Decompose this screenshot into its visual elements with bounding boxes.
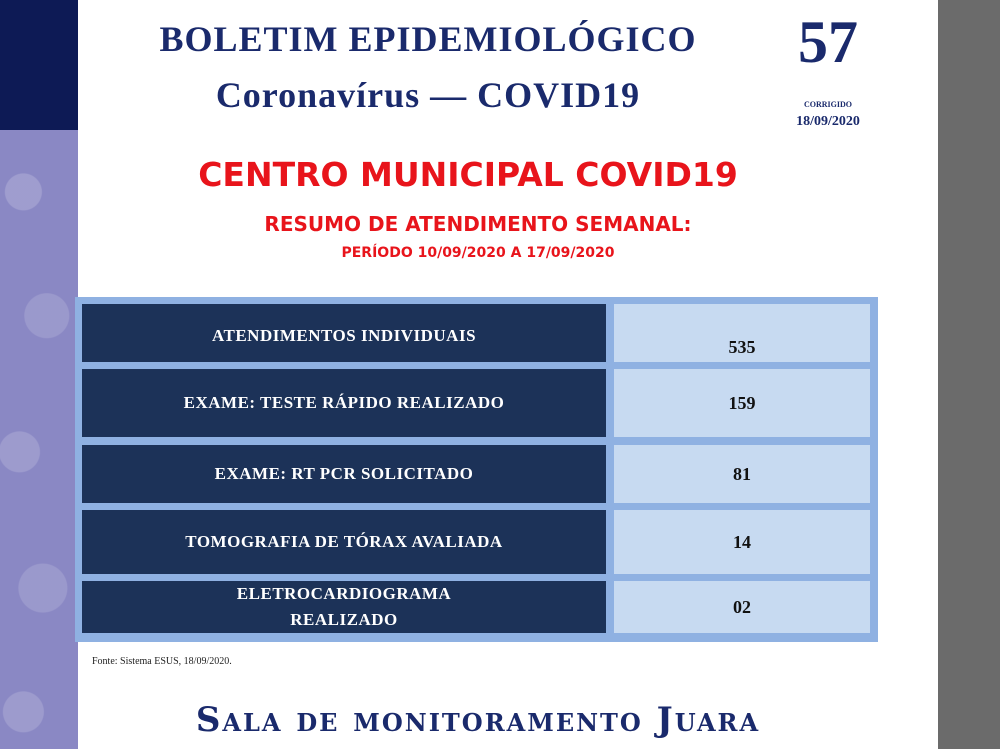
bulletin-number: 57 (798, 9, 858, 75)
bulletin-title: BOLETIM EPIDEMIOLÓGICO (159, 19, 697, 59)
bulletin-subtitle: Coronavírus — COVID19 (215, 75, 641, 115)
floral-decoration (0, 130, 78, 749)
summary-table (75, 297, 878, 642)
next-section-title: Sala de monitoramento Juara (195, 700, 761, 740)
table-row (82, 510, 870, 574)
table-row (82, 304, 870, 362)
document-page (78, 0, 938, 749)
section-subtitle: RESUMO DE ATENDIMENTO SEMANAL: (264, 212, 692, 236)
row-value: 81 (614, 445, 870, 503)
table-row (82, 369, 870, 437)
left-banner (0, 0, 78, 130)
table-row (82, 445, 870, 503)
viewer-background (938, 0, 1000, 749)
row-label: ATENDIMENTOS INDIVIDUAIS (82, 304, 606, 362)
row-value: 159 (614, 369, 870, 437)
row-label: EXAME: RT PCR SOLICITADO (82, 445, 606, 503)
row-label: ELETROCARDIOGRAMA REALIZADO (82, 581, 606, 633)
row-value: 14 (614, 510, 870, 574)
source-note: Fonte: Sistema ESUS, 18/09/2020. (92, 656, 232, 667)
table-row (82, 581, 870, 633)
row-label: EXAME: TESTE RÁPIDO REALIZADO (82, 369, 606, 437)
row-value: 02 (614, 581, 870, 633)
row-value: 535 (614, 304, 870, 362)
row-label: TOMOGRAFIA DE TÓRAX AVALIADA (82, 510, 606, 574)
corrected-label: CORRIGIDO (803, 100, 852, 109)
period-text: PERÍODO 10/09/2020 A 17/09/2020 (341, 245, 615, 261)
section-title: CENTRO MUNICIPAL COVID19 (198, 155, 738, 194)
corrected-date: 18/09/2020 (796, 114, 860, 129)
